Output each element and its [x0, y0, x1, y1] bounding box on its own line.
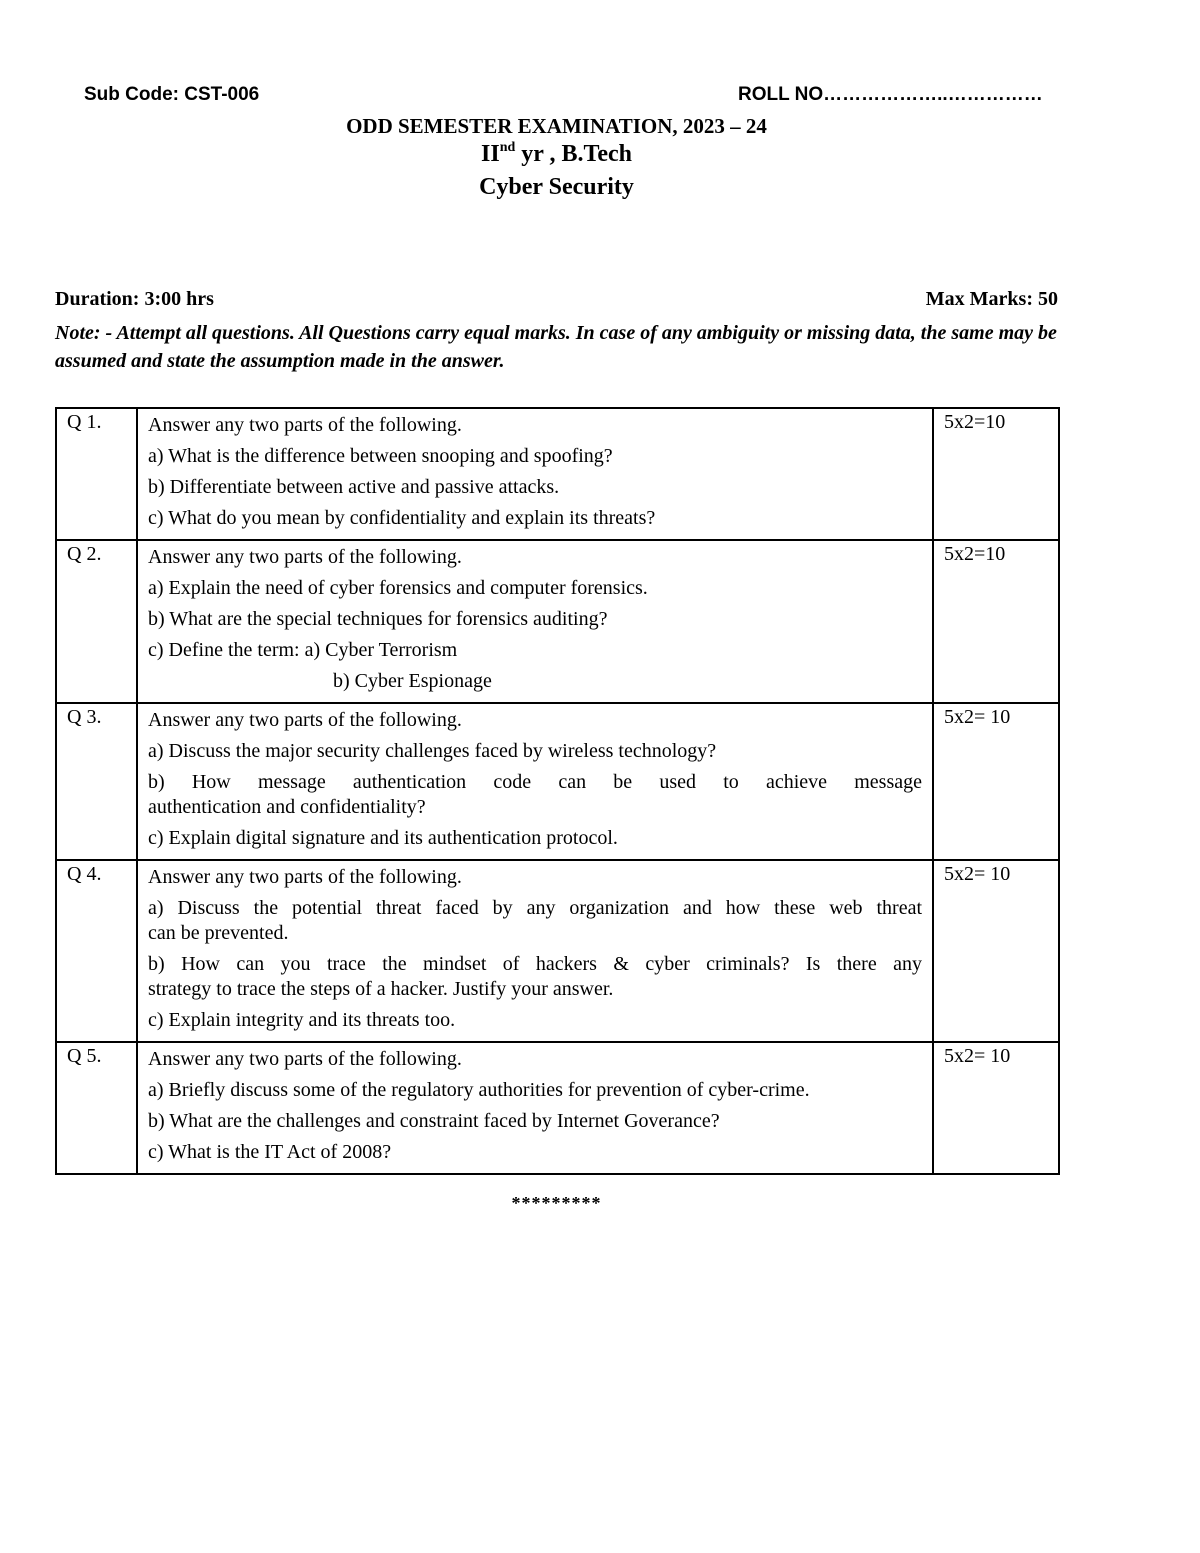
question-part: c) Explain integrity and its threats too. [148, 1009, 456, 1031]
subject-title: Cyber Security [479, 174, 634, 200]
question-body [137, 860, 933, 1042]
sub-code: Sub Code: CST-006 [84, 84, 260, 105]
question-row [56, 860, 1059, 1042]
question-part: a) Discuss the major security challenges faced by wireless technology? [148, 740, 717, 762]
question-number: Q 3. [56, 703, 137, 860]
year-superscript: nd [499, 140, 516, 155]
end-marker: ********* [511, 1193, 602, 1213]
question-part: b) Differentiate between active and passive attacks. [148, 476, 560, 498]
note: Note: - Attempt all questions. All Questions carry equal marks. In case of any ambiguity or missing data, the same may be assumed and state the assumption made in the answer. [55, 322, 1057, 372]
duration: Duration: 3:00 hrs [55, 288, 214, 310]
question-part: a) Explain the need of cyber forensics and computer forensics. [148, 577, 648, 599]
question-part: c) What do you mean by confidentiality and explain its threats? [148, 507, 656, 529]
question-instruction: Answer any two parts of the following. [148, 709, 462, 731]
roll-no: ROLL NO………………..…………… [738, 84, 1043, 105]
question-body [137, 408, 933, 540]
question-part: c) Explain digital signature and its authentication protocol. [148, 827, 618, 849]
question-part: a) What is the difference between snooping and spoofing? [148, 445, 613, 467]
question-row [56, 408, 1059, 540]
question-part: b) What are the special techniques for forensics auditing? [148, 608, 608, 630]
question-body [137, 703, 933, 860]
question-number: Q 5. [56, 1042, 137, 1174]
questions-table [55, 407, 1060, 1175]
question-part: b) How message authentication code can be used to achieve message [148, 771, 922, 793]
question-part: b) Cyber Espionage [333, 670, 492, 692]
question-marks: 5x2=10 [933, 540, 1059, 703]
question-row [56, 703, 1059, 860]
year-course [0, 141, 1113, 168]
question-part: a) Briefly discuss some of the regulatory authorities for prevention of cyber-crime. [148, 1079, 810, 1101]
question-instruction: Answer any two parts of the following. [148, 1048, 462, 1070]
question-part: b) What are the challenges and constraint faced by Internet Goverance? [148, 1110, 720, 1132]
question-number: Q 2. [56, 540, 137, 703]
max-marks: Max Marks: 50 [925, 288, 1058, 310]
year-main: II [481, 141, 500, 167]
question-instruction: Answer any two parts of the following. [148, 414, 462, 436]
exam-title: ODD SEMESTER EXAMINATION, 2023 – 24 [346, 114, 767, 138]
question-part-continued: strategy to trace the steps of a hacker. Justify your answer. [148, 978, 614, 1000]
question-marks: 5x2= 10 [933, 1042, 1059, 1174]
question-row [56, 1042, 1059, 1174]
question-body [137, 540, 933, 703]
question-instruction: Answer any two parts of the following. [148, 546, 462, 568]
question-part-continued: authentication and confidentiality? [148, 796, 426, 818]
question-part: a) Discuss the potential threat faced by any organization and how these web threat [148, 897, 922, 919]
question-marks: 5x2= 10 [933, 703, 1059, 860]
question-row [56, 540, 1059, 703]
question-number: Q 4. [56, 860, 137, 1042]
question-part: c) What is the IT Act of 2008? [148, 1141, 392, 1163]
question-part-continued: can be prevented. [148, 922, 289, 944]
question-part: c) Define the term: a) Cyber Terrorism [148, 639, 458, 661]
question-instruction: Answer any two parts of the following. [148, 866, 462, 888]
question-body [137, 1042, 933, 1174]
question-part: b) How can you trace the mindset of hackers & cyber criminals? Is there any [148, 953, 922, 975]
question-marks: 5x2= 10 [933, 860, 1059, 1042]
question-number: Q 1. [56, 408, 137, 540]
question-marks: 5x2=10 [933, 408, 1059, 540]
year-rest: yr , B.Tech [515, 141, 632, 167]
